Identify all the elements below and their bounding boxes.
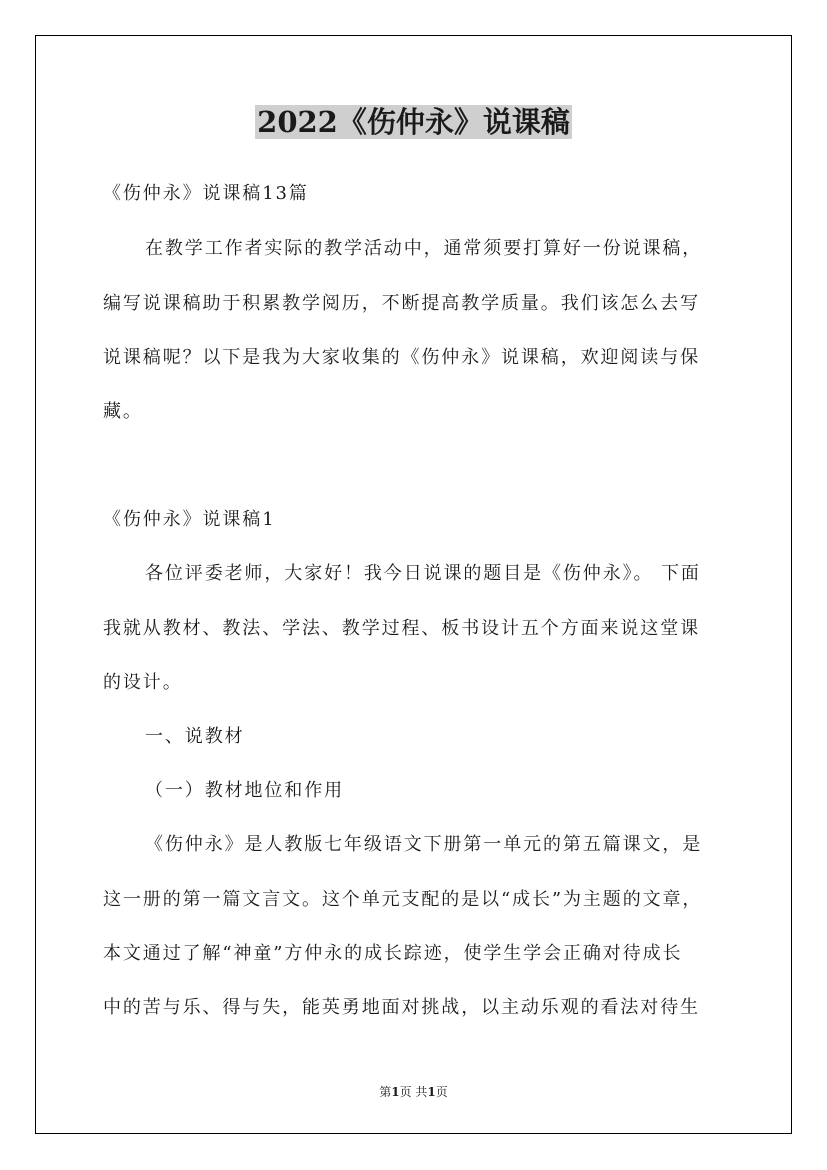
footer-page-number: 1 (391, 1085, 400, 1099)
document-title (0, 103, 827, 141)
footer-total-pages: 1 (427, 1085, 436, 1099)
body-line-2: 这一册的第一篇文言文。这个单元支配的是以“成长”为主题的文章， (103, 889, 703, 910)
document-title-text: 2022《伤仲永》说课稿 (257, 105, 570, 139)
footer-prefix: 第 (379, 1085, 392, 1099)
footer-middle: 页 共 (399, 1085, 428, 1099)
heading-1: 一、说教材 (145, 726, 245, 747)
intro-line-4: 藏。 (103, 401, 143, 422)
greeting-line-3: 的设计。 (103, 672, 183, 693)
document-subtitle: 《伤仲永》说课稿13篇 (103, 183, 309, 204)
heading-1-1: （一）教材地位和作用 (145, 780, 344, 801)
body-line-1: 《伤仲永》是人教版七年级语文下册第一单元的第五篇课文，是 (145, 834, 703, 855)
intro-line-3: 说课稿呢？以下是我为大家收集的《伤仲永》说课稿，欢迎阅读与保 (103, 347, 700, 368)
body-line-3: 本文通过了解“神童”方仲永的成长踪迹，使学生学会正确对待成长 (103, 943, 683, 964)
section-heading: 《伤仲永》说课稿1 (103, 509, 276, 530)
intro-line-1: 在教学工作者实际的教学活动中，通常须要打算好一份说课稿， (145, 238, 703, 259)
page-footer (0, 1084, 827, 1100)
footer-suffix: 页 (435, 1085, 448, 1099)
greeting-line-1: 各位评委老师，大家好！我今日说课的题目是《伤仲永》。 下面 (145, 563, 701, 584)
greeting-line-2: 我就从教材、教法、学法、教学过程、板书设计五个方面来说这堂课 (103, 618, 700, 639)
body-line-4: 中的苦与乐、得与失，能英勇地面对挑战，以主动乐观的看法对待生 (103, 997, 700, 1018)
intro-line-2: 编写说课稿助于积累教学阅历，不断提高教学质量。我们该怎么去写 (103, 293, 700, 314)
